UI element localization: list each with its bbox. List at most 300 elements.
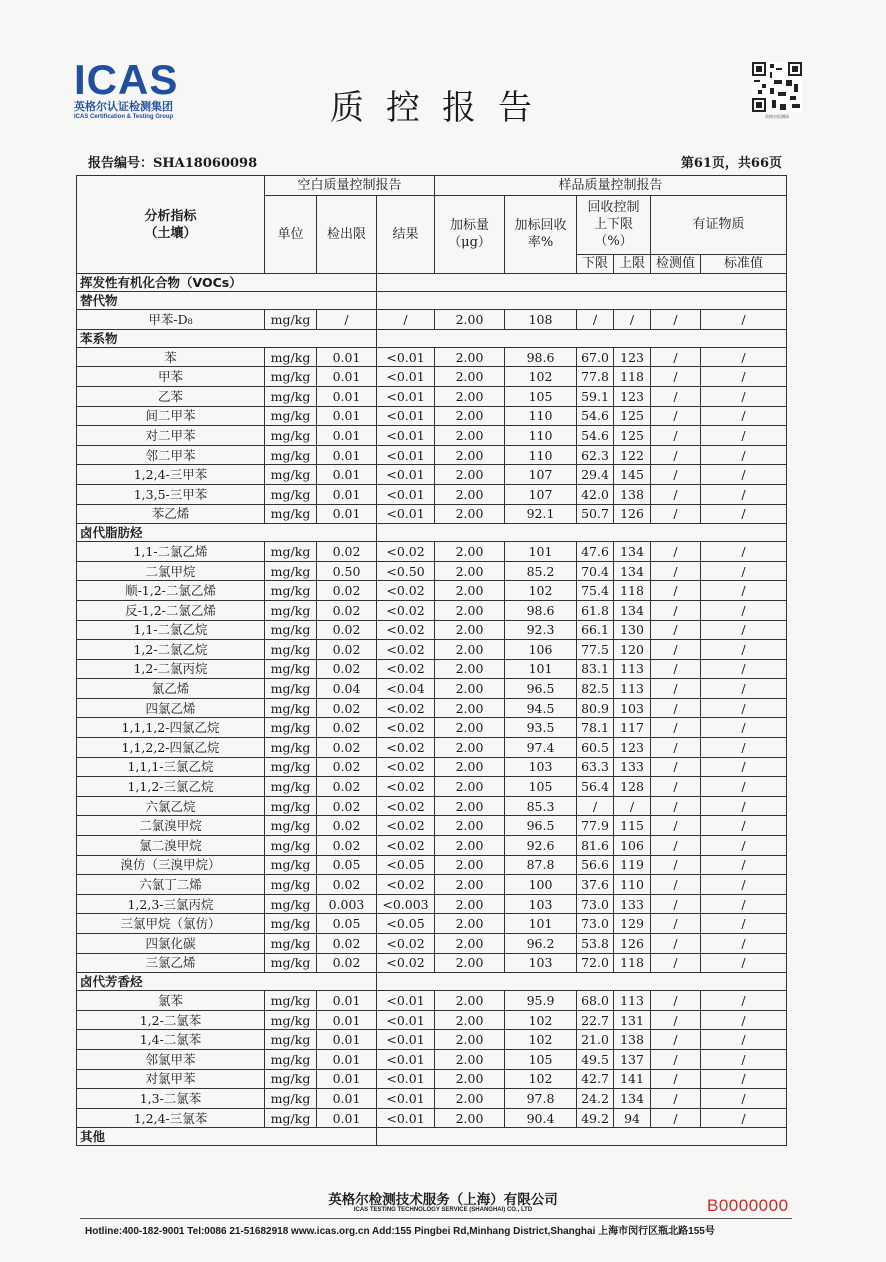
document-title: 质控报告: [330, 88, 554, 128]
cell-unit: mg/kg: [265, 484, 317, 504]
cell-spike: 2.00: [435, 445, 505, 465]
table-row: [77, 542, 787, 562]
cell-standard: /: [701, 310, 787, 330]
cell-analyte: 1,3,5-三甲苯: [77, 484, 265, 504]
cell-result: <0.02: [377, 836, 435, 856]
cell-recovery: 106: [505, 640, 577, 660]
cell-upper-limit: 138: [614, 1030, 651, 1050]
cell-standard: /: [701, 581, 787, 601]
cell-measured: /: [651, 406, 701, 426]
cell-analyte: 1,1,2,2-四氯乙烷: [77, 738, 265, 758]
cell-result: <0.02: [377, 953, 435, 973]
table-row: [77, 445, 787, 465]
cell-result: <0.02: [377, 542, 435, 562]
cell-result: <0.02: [377, 816, 435, 836]
cell-result: <0.01: [377, 1108, 435, 1128]
cell-lod: 0.01: [317, 386, 377, 406]
cell-standard: /: [701, 738, 787, 758]
cell-lower-limit: 78.1: [577, 718, 614, 738]
cell-unit: mg/kg: [265, 875, 317, 895]
cell-recovery: 93.5: [505, 718, 577, 738]
cell-spike: 2.00: [435, 310, 505, 330]
cell-analyte: 1,1-二氯乙烷: [77, 620, 265, 640]
cell-lower-limit: 49.2: [577, 1108, 614, 1128]
cell-measured: /: [651, 426, 701, 446]
header-unit: 单位: [265, 195, 317, 274]
cell-analyte: 四氯乙烯: [77, 698, 265, 718]
cell-upper-limit: 126: [614, 504, 651, 524]
cell-standard: /: [701, 855, 787, 875]
cell-result: <0.01: [377, 465, 435, 485]
cell-result: <0.02: [377, 934, 435, 954]
cell-recovery: 105: [505, 777, 577, 797]
cell-analyte: 氯乙烯: [77, 679, 265, 699]
cell-unit: mg/kg: [265, 679, 317, 699]
cell-standard: /: [701, 836, 787, 856]
cell-analyte: 氯苯: [77, 991, 265, 1011]
cell-standard: /: [701, 465, 787, 485]
cell-spike: 2.00: [435, 367, 505, 387]
cell-recovery: 108: [505, 310, 577, 330]
cell-analyte: 1,1,2-三氯乙烷: [77, 777, 265, 797]
cell-result: <0.01: [377, 386, 435, 406]
cell-upper-limit: 129: [614, 914, 651, 934]
cell-measured: /: [651, 855, 701, 875]
cell-result: <0.01: [377, 1089, 435, 1109]
cell-measured: /: [651, 718, 701, 738]
cell-upper-limit: 123: [614, 386, 651, 406]
table-row: [77, 836, 787, 856]
table-row: [77, 816, 787, 836]
cell-unit: mg/kg: [265, 542, 317, 562]
cell-spike: 2.00: [435, 504, 505, 524]
cell-unit: mg/kg: [265, 836, 317, 856]
cell-analyte: 四氯化碳: [77, 934, 265, 954]
cell-spike: 2.00: [435, 875, 505, 895]
header-lod: 检出限: [317, 195, 377, 274]
cell-measured: /: [651, 991, 701, 1011]
cell-lod: 0.01: [317, 1108, 377, 1128]
cell-recovery: 103: [505, 894, 577, 914]
cell-unit: mg/kg: [265, 504, 317, 524]
cell-lower-limit: 80.9: [577, 698, 614, 718]
cell-lower-limit: 82.5: [577, 679, 614, 699]
cell-recovery: 92.6: [505, 836, 577, 856]
cell-lower-limit: 70.4: [577, 561, 614, 581]
cell-standard: /: [701, 698, 787, 718]
cell-measured: /: [651, 698, 701, 718]
cell-recovery: 110: [505, 445, 577, 465]
cell-unit: mg/kg: [265, 914, 317, 934]
cell-measured: /: [651, 1010, 701, 1030]
cell-spike: 2.00: [435, 1030, 505, 1050]
cell-lower-limit: 68.0: [577, 991, 614, 1011]
cell-standard: /: [701, 659, 787, 679]
cell-result: <0.02: [377, 698, 435, 718]
cell-analyte: 1,2,3-三氯丙烷: [77, 894, 265, 914]
cell-upper-limit: 126: [614, 934, 651, 954]
cell-upper-limit: 120: [614, 640, 651, 660]
table-row: [77, 738, 787, 758]
cell-measured: /: [651, 816, 701, 836]
cell-result: <0.01: [377, 484, 435, 504]
cell-recovery: 107: [505, 484, 577, 504]
cell-spike: 2.00: [435, 406, 505, 426]
cell-lod: 0.01: [317, 406, 377, 426]
cell-result: <0.01: [377, 1049, 435, 1069]
cell-lod: 0.02: [317, 738, 377, 758]
header-standard: 标准值: [701, 254, 787, 274]
cell-analyte: 1,2,4-三甲苯: [77, 465, 265, 485]
cell-upper-limit: 141: [614, 1069, 651, 1089]
cell-upper-limit: 125: [614, 406, 651, 426]
cell-measured: /: [651, 1069, 701, 1089]
cell-result: <0.01: [377, 445, 435, 465]
cell-analyte: 三氯乙烯: [77, 953, 265, 973]
cell-recovery: 110: [505, 406, 577, 426]
cell-lod: 0.02: [317, 934, 377, 954]
cell-standard: /: [701, 1049, 787, 1069]
cell-upper-limit: 130: [614, 620, 651, 640]
cell-unit: mg/kg: [265, 1089, 317, 1109]
table-row: [77, 600, 787, 620]
cell-recovery: 105: [505, 386, 577, 406]
cell-measured: /: [651, 1089, 701, 1109]
cell-lower-limit: 56.6: [577, 855, 614, 875]
cell-lod: 0.01: [317, 426, 377, 446]
cell-spike: 2.00: [435, 953, 505, 973]
cell-spike: 2.00: [435, 659, 505, 679]
cell-measured: /: [651, 1049, 701, 1069]
cell-lower-limit: /: [577, 796, 614, 816]
cell-lower-limit: 50.7: [577, 504, 614, 524]
cell-measured: /: [651, 310, 701, 330]
cell-lod: 0.02: [317, 796, 377, 816]
cell-lod: 0.01: [317, 1069, 377, 1089]
table-row: [77, 914, 787, 934]
cell-recovery: 102: [505, 581, 577, 601]
cell-lod: 0.01: [317, 484, 377, 504]
cell-upper-limit: 123: [614, 347, 651, 367]
table-row: [77, 426, 787, 446]
cell-recovery: 96.2: [505, 934, 577, 954]
table-row: [77, 757, 787, 777]
cell-upper-limit: 138: [614, 484, 651, 504]
cell-recovery: 101: [505, 914, 577, 934]
cell-lower-limit: 42.7: [577, 1069, 614, 1089]
table-row: [77, 679, 787, 699]
cell-lower-limit: 77.8: [577, 367, 614, 387]
report-number: 报告编号：SHA18060098: [88, 156, 258, 171]
cell-spike: 2.00: [435, 718, 505, 738]
table-row: [77, 1010, 787, 1030]
cell-analyte: 三氯甲烷（氯仿）: [77, 914, 265, 934]
table-row: [77, 561, 787, 581]
cell-spike: 2.00: [435, 855, 505, 875]
cell-result: <0.02: [377, 757, 435, 777]
cell-unit: mg/kg: [265, 738, 317, 758]
cell-unit: mg/kg: [265, 1069, 317, 1089]
table-row: [77, 1108, 787, 1128]
cell-spike: 2.00: [435, 1069, 505, 1089]
cell-upper-limit: 113: [614, 991, 651, 1011]
cell-lod: 0.01: [317, 347, 377, 367]
cell-standard: /: [701, 484, 787, 504]
cell-analyte: 对二甲苯: [77, 426, 265, 446]
group-spacer: [377, 292, 787, 310]
cell-lod: 0.01: [317, 504, 377, 524]
header-lower: 下限: [577, 254, 614, 274]
cell-spike: 2.00: [435, 640, 505, 660]
cell-analyte: 二氯溴甲烷: [77, 816, 265, 836]
cell-lower-limit: 49.5: [577, 1049, 614, 1069]
cell-spike: 2.00: [435, 796, 505, 816]
group-spacer: [377, 973, 787, 991]
cell-lod: 0.50: [317, 561, 377, 581]
cell-recovery: 98.6: [505, 600, 577, 620]
cell-result: <0.02: [377, 620, 435, 640]
cell-spike: 2.00: [435, 698, 505, 718]
cell-recovery: 102: [505, 1010, 577, 1030]
cell-lod: 0.02: [317, 698, 377, 718]
group-label: 卤代芳香烃: [77, 973, 377, 991]
cell-unit: mg/kg: [265, 757, 317, 777]
cell-recovery: 105: [505, 1049, 577, 1069]
cell-lower-limit: 37.6: [577, 875, 614, 895]
cell-lod: 0.05: [317, 855, 377, 875]
cell-recovery: 85.2: [505, 561, 577, 581]
cell-spike: 2.00: [435, 894, 505, 914]
cell-measured: /: [651, 581, 701, 601]
cell-result: <0.003: [377, 894, 435, 914]
cell-upper-limit: 115: [614, 816, 651, 836]
cell-recovery: 102: [505, 367, 577, 387]
cell-standard: /: [701, 816, 787, 836]
cell-lower-limit: 22.7: [577, 1010, 614, 1030]
qr-code-icon: [752, 62, 802, 112]
cell-result: <0.02: [377, 875, 435, 895]
cell-measured: /: [651, 542, 701, 562]
cell-lod: 0.003: [317, 894, 377, 914]
cell-spike: 2.00: [435, 777, 505, 797]
cell-lower-limit: 73.0: [577, 914, 614, 934]
table-row: [77, 1049, 787, 1069]
cell-standard: /: [701, 640, 787, 660]
table-row: [77, 894, 787, 914]
cell-lod: 0.02: [317, 659, 377, 679]
cell-lod: 0.02: [317, 620, 377, 640]
cell-lod: 0.01: [317, 367, 377, 387]
cell-standard: /: [701, 679, 787, 699]
header-result: 结果: [377, 195, 435, 274]
cell-measured: /: [651, 679, 701, 699]
cell-lower-limit: 75.4: [577, 581, 614, 601]
cell-upper-limit: 145: [614, 465, 651, 485]
cell-unit: mg/kg: [265, 347, 317, 367]
cell-measured: /: [651, 796, 701, 816]
cell-upper-limit: 131: [614, 1010, 651, 1030]
cell-lower-limit: 72.0: [577, 953, 614, 973]
footer-company-cn: 英格尔检测技术服务（上海）有限公司: [328, 1192, 558, 1208]
cell-measured: /: [651, 875, 701, 895]
cell-spike: 2.00: [435, 1108, 505, 1128]
cell-spike: 2.00: [435, 581, 505, 601]
cell-lower-limit: 66.1: [577, 620, 614, 640]
cell-standard: /: [701, 1089, 787, 1109]
cell-spike: 2.00: [435, 816, 505, 836]
company-logo: [74, 56, 186, 121]
cell-unit: mg/kg: [265, 659, 317, 679]
header-upper: 上限: [614, 254, 651, 274]
cell-standard: /: [701, 600, 787, 620]
cell-upper-limit: 106: [614, 836, 651, 856]
cell-result: <0.01: [377, 367, 435, 387]
cell-lod: 0.04: [317, 679, 377, 699]
cell-standard: /: [701, 718, 787, 738]
table-row: [77, 796, 787, 816]
cell-recovery: 110: [505, 426, 577, 446]
cell-unit: mg/kg: [265, 718, 317, 738]
cell-standard: /: [701, 875, 787, 895]
cell-spike: 2.00: [435, 914, 505, 934]
cell-analyte: 苯: [77, 347, 265, 367]
cell-standard: /: [701, 1010, 787, 1030]
cell-analyte: 二氯甲烷: [77, 561, 265, 581]
cell-lower-limit: 60.5: [577, 738, 614, 758]
cell-lod: 0.02: [317, 581, 377, 601]
cell-unit: mg/kg: [265, 310, 317, 330]
cell-standard: /: [701, 1030, 787, 1050]
cell-result: <0.01: [377, 1069, 435, 1089]
cell-lower-limit: 42.0: [577, 484, 614, 504]
cell-measured: /: [651, 777, 701, 797]
cell-measured: /: [651, 738, 701, 758]
cell-standard: /: [701, 757, 787, 777]
cell-analyte: 六氯丁二烯: [77, 875, 265, 895]
cell-standard: /: [701, 777, 787, 797]
table-row: [77, 484, 787, 504]
cell-analyte: 1,1,1,2-四氯乙烷: [77, 718, 265, 738]
group-spacer: [377, 329, 787, 347]
cell-recovery: 97.4: [505, 738, 577, 758]
cell-lod: 0.01: [317, 1030, 377, 1050]
cell-analyte: 氯二溴甲烷: [77, 836, 265, 856]
cell-measured: /: [651, 504, 701, 524]
cell-upper-limit: 125: [614, 426, 651, 446]
cell-spike: 2.00: [435, 426, 505, 446]
cell-upper-limit: 118: [614, 581, 651, 601]
qc-table: [76, 175, 787, 1146]
cell-lower-limit: 62.3: [577, 445, 614, 465]
cell-result: <0.01: [377, 347, 435, 367]
cell-lower-limit: 53.8: [577, 934, 614, 954]
cell-measured: /: [651, 1108, 701, 1128]
cell-spike: 2.00: [435, 757, 505, 777]
cell-lower-limit: 67.0: [577, 347, 614, 367]
cell-lod: 0.02: [317, 542, 377, 562]
cell-standard: /: [701, 445, 787, 465]
group-row: [77, 274, 787, 292]
cell-spike: 2.00: [435, 561, 505, 581]
cell-recovery: 90.4: [505, 1108, 577, 1128]
table-row: [77, 718, 787, 738]
table-row: [77, 504, 787, 524]
cell-analyte: 溴仿（三溴甲烷）: [77, 855, 265, 875]
cell-unit: mg/kg: [265, 991, 317, 1011]
table-row: [77, 640, 787, 660]
header-recovery: 加标回收 率%: [505, 195, 577, 274]
cell-unit: mg/kg: [265, 1030, 317, 1050]
cell-measured: /: [651, 561, 701, 581]
header-sample-group: 样品质量控制报告: [435, 176, 787, 196]
cell-upper-limit: 118: [614, 953, 651, 973]
cell-lower-limit: 73.0: [577, 894, 614, 914]
cell-upper-limit: 117: [614, 718, 651, 738]
group-spacer: [377, 1128, 787, 1146]
cell-standard: /: [701, 1069, 787, 1089]
cell-lower-limit: 54.6: [577, 406, 614, 426]
group-row: [77, 329, 787, 347]
cell-result: <0.05: [377, 855, 435, 875]
cell-standard: /: [701, 542, 787, 562]
cell-analyte: 1,1-二氯乙烯: [77, 542, 265, 562]
cell-analyte: 乙苯: [77, 386, 265, 406]
cell-spike: 2.00: [435, 1089, 505, 1109]
cell-result: <0.04: [377, 679, 435, 699]
serial-code: B0000000: [707, 1196, 789, 1215]
page-number: 第61页，共66页: [680, 156, 782, 171]
cell-lower-limit: 63.3: [577, 757, 614, 777]
cell-result: <0.01: [377, 1010, 435, 1030]
cell-measured: /: [651, 620, 701, 640]
group-label: 苯系物: [77, 329, 377, 347]
cell-spike: 2.00: [435, 738, 505, 758]
cell-recovery: 96.5: [505, 816, 577, 836]
cell-unit: mg/kg: [265, 777, 317, 797]
cell-upper-limit: 128: [614, 777, 651, 797]
cell-upper-limit: /: [614, 310, 651, 330]
cell-analyte: 顺-1,2-二氯乙烯: [77, 581, 265, 601]
cell-analyte: 间二甲苯: [77, 406, 265, 426]
cell-unit: mg/kg: [265, 816, 317, 836]
cell-analyte: 1,2-二氯丙烷: [77, 659, 265, 679]
table-row: [77, 386, 787, 406]
group-row: [77, 1128, 787, 1146]
table-row: [77, 465, 787, 485]
cell-analyte: 1,2-二氯苯: [77, 1010, 265, 1030]
header-limits: 回收控制 上下限 （%）: [577, 195, 651, 254]
cell-lower-limit: /: [577, 310, 614, 330]
cell-standard: /: [701, 1108, 787, 1128]
group-row: [77, 292, 787, 310]
cell-spike: 2.00: [435, 620, 505, 640]
cell-measured: /: [651, 465, 701, 485]
cell-lod: 0.02: [317, 600, 377, 620]
cell-unit: mg/kg: [265, 561, 317, 581]
cell-standard: /: [701, 991, 787, 1011]
cell-spike: 2.00: [435, 679, 505, 699]
cell-unit: mg/kg: [265, 620, 317, 640]
cell-result: <0.02: [377, 659, 435, 679]
cell-lod: 0.02: [317, 777, 377, 797]
cell-measured: /: [651, 757, 701, 777]
cell-lower-limit: 54.6: [577, 426, 614, 446]
cell-upper-limit: 134: [614, 600, 651, 620]
cell-analyte: 1,4-二氯苯: [77, 1030, 265, 1050]
cell-analyte: 1,3-二氯苯: [77, 1089, 265, 1109]
cell-measured: /: [651, 836, 701, 856]
cell-upper-limit: 134: [614, 542, 651, 562]
